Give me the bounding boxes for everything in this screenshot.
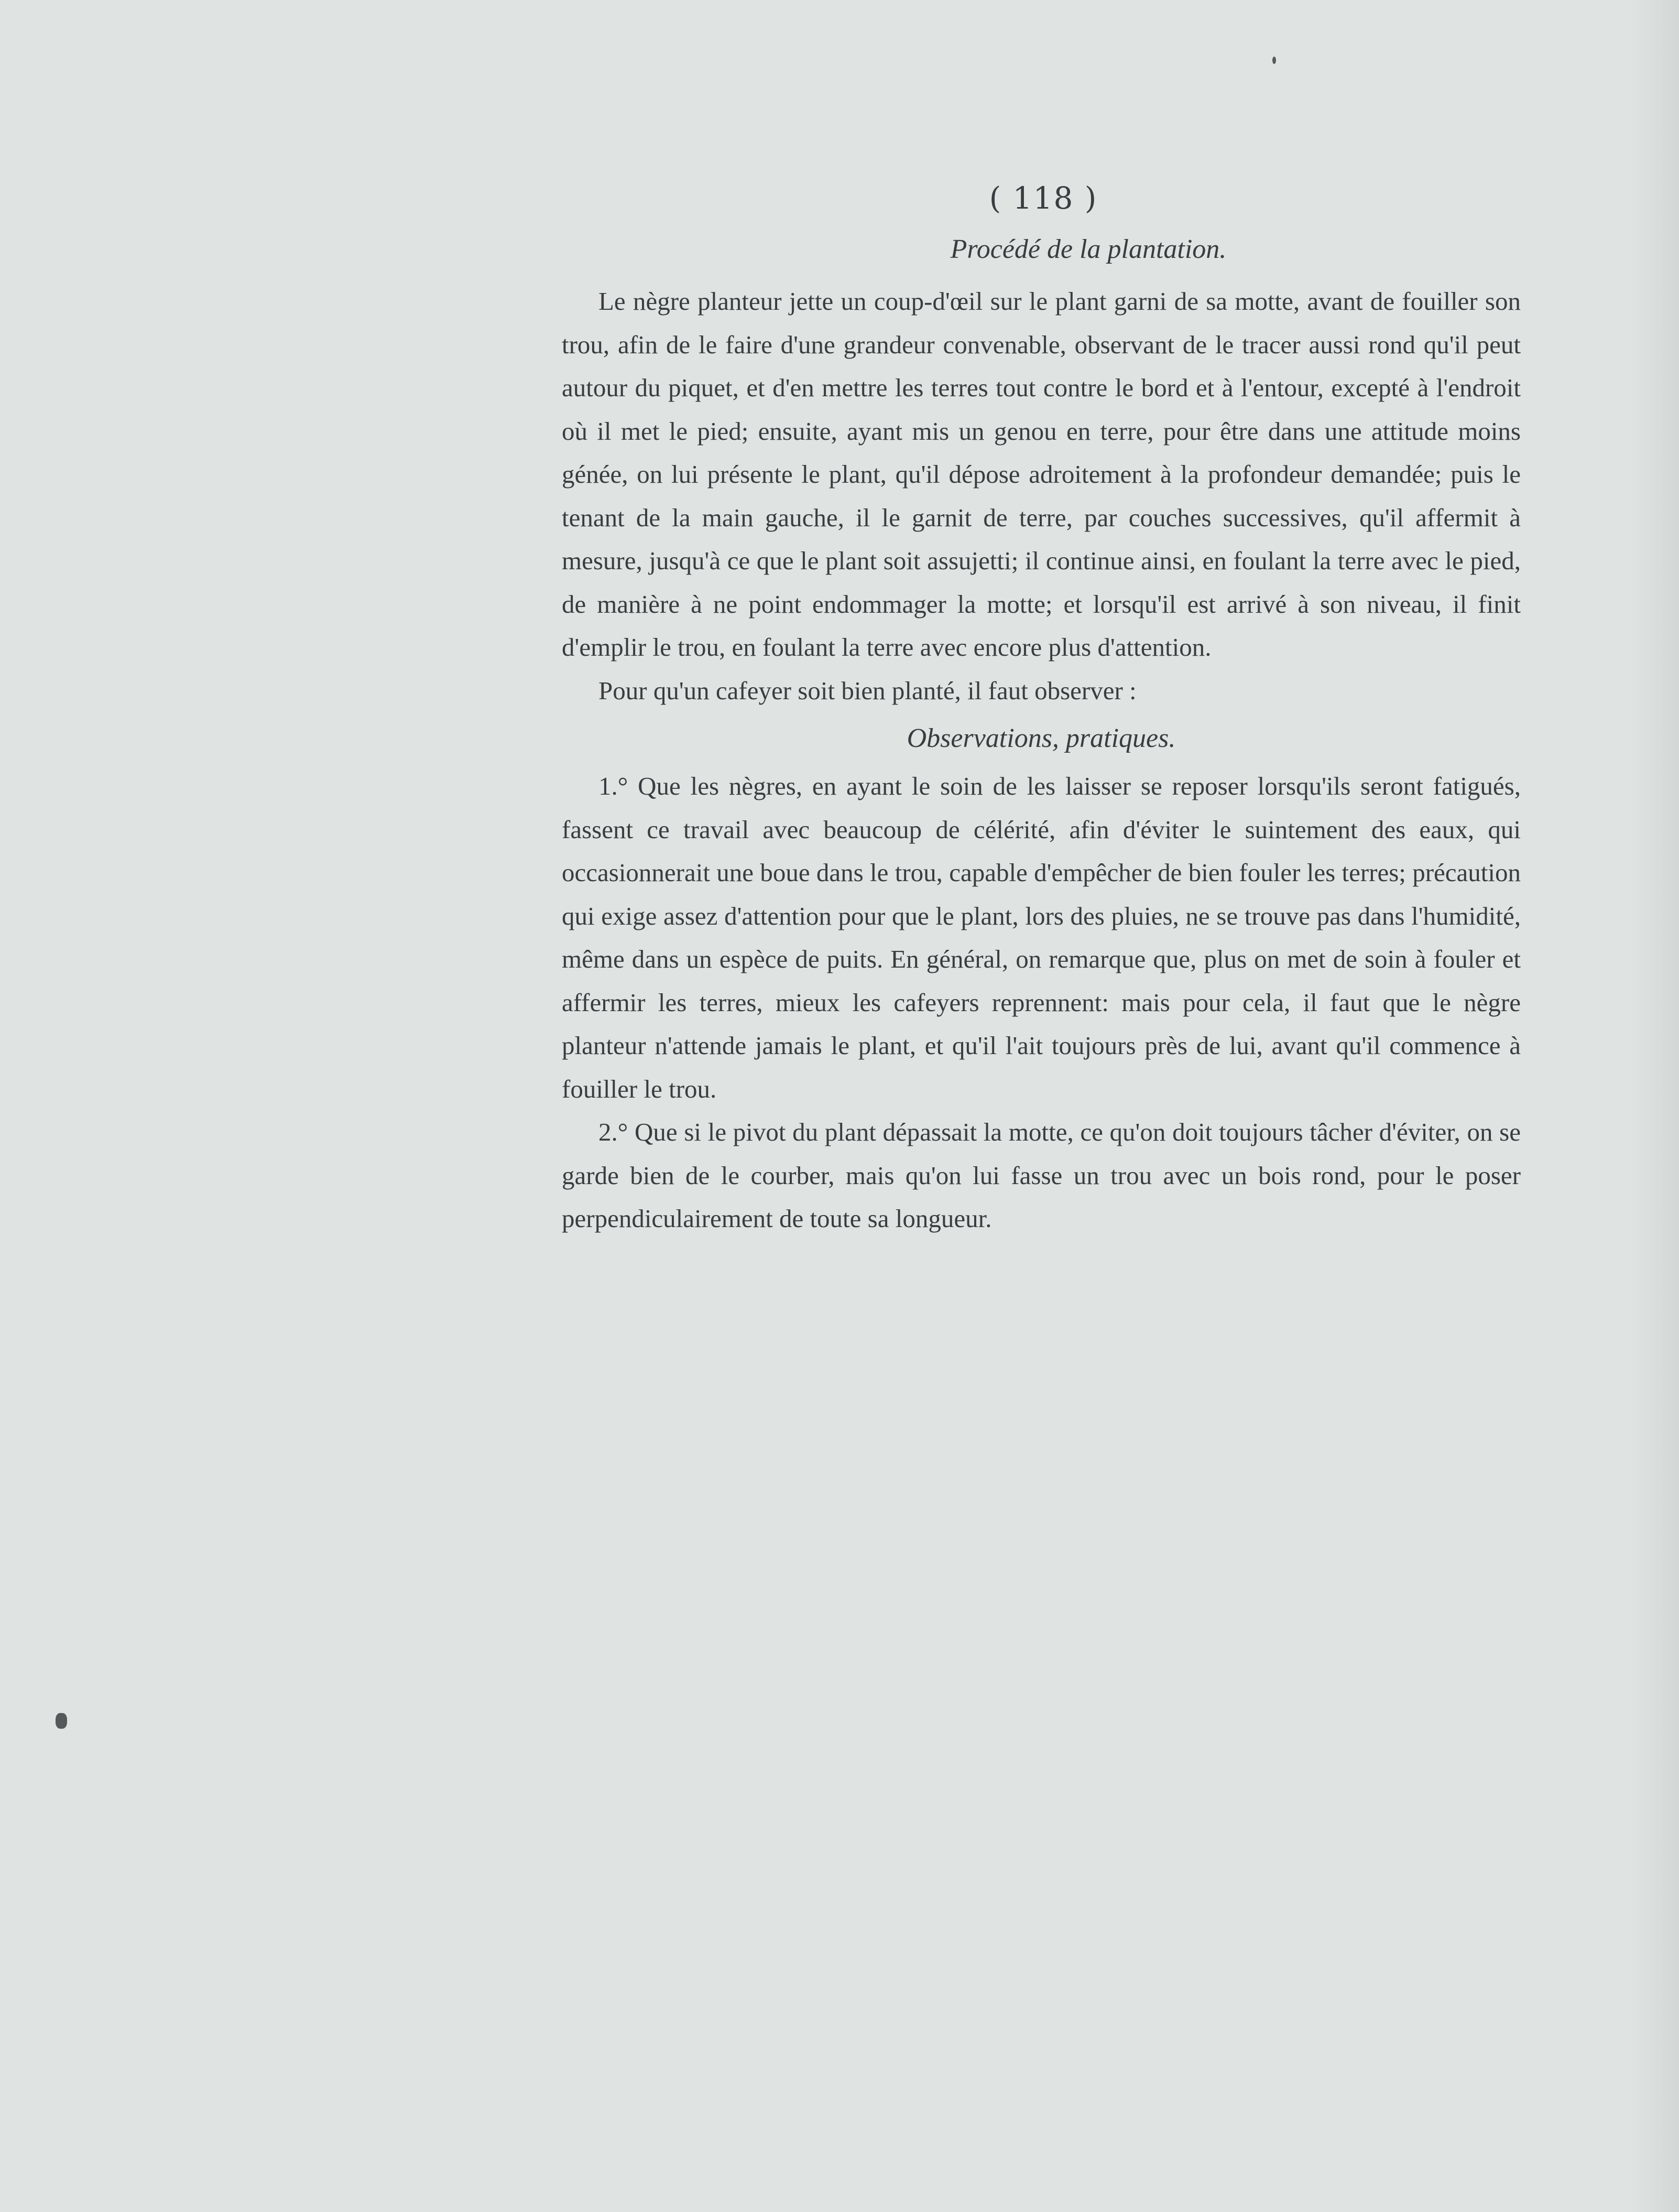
page-text-block (562, 173, 1521, 1241)
ink-speck (1272, 57, 1276, 64)
page-edge-shadow (1632, 0, 1679, 2212)
paragraph-observe-intro: Pour qu'un cafeyer soit bien planté, il faut observer : (598, 676, 1137, 705)
page-number: ( 118 ) (989, 180, 1098, 216)
observation-1: 1.° Que les nègres, en ayant le soin de les laisser se reposer lorsqu'ils seront fatigués, fassent ce travail avec beaucoup de célérité, afin d'éviter le suintement des eaux, qui occasionnerait une boue dans le trou, capable d'empêcher de bien fouler les terres; précaution qui exige assez d'attention pour que le plant, lors des pluies, ne se trouve pas dans l'humidité, même dans un espèce de puits. En général, on remarque que, plus on met de soin à fouler et affermir les terres, mieux les cafeyers reprennent: mais pour cela, il faut que le nègre planteur n'attende jamais le plant, et qu'il l'ait toujours près de lui, avant qu'il commence à fouiller le trou. (562, 772, 1521, 1103)
paragraph-planting-procedure: Le nègre planteur jette un coup-d'œil sur le plant garni de sa motte, avant de fouiller son trou, afin de le faire d'une grandeur convenable, observant de le tracer aussi rond qu'il peut autour du piquet, et d'en mettre les terres tout contre le bord et à l'entour, excepté à l'endroit où il met le pied; ensuite, ayant mis un genou en terre, pour être dans une attitude moins génée, on lui présente le plant, qu'il dépose adroitement à la profondeur demandée; puis le tenant de la main gauche, il le garnit de terre, par couches successives, qu'il affermit à mesure, jusqu'à ce que le plant soit assujetti; il continue ainsi, en foulant la terre avec le pied, de manière à ne point endommager la motte; et lorsqu'il est arrivé à son niveau, il finit d'emplir le trou, en foulant la terre avec encore plus d'attention. (562, 287, 1521, 662)
ink-speck (56, 1713, 67, 1729)
section-title: Procédé de la plantation. (950, 234, 1227, 264)
observation-2: 2.° Que si le pivot du plant dépassait la motte, ce qu'on doit toujours tâcher d'éviter, on se garde bien de le courber, mais qu'on lui fasse un trou avec un bois rond, pour le poser perpendiculairement de toute sa longueur. (562, 1118, 1521, 1233)
observations-subtitle: Observations, pratiques. (907, 723, 1176, 753)
